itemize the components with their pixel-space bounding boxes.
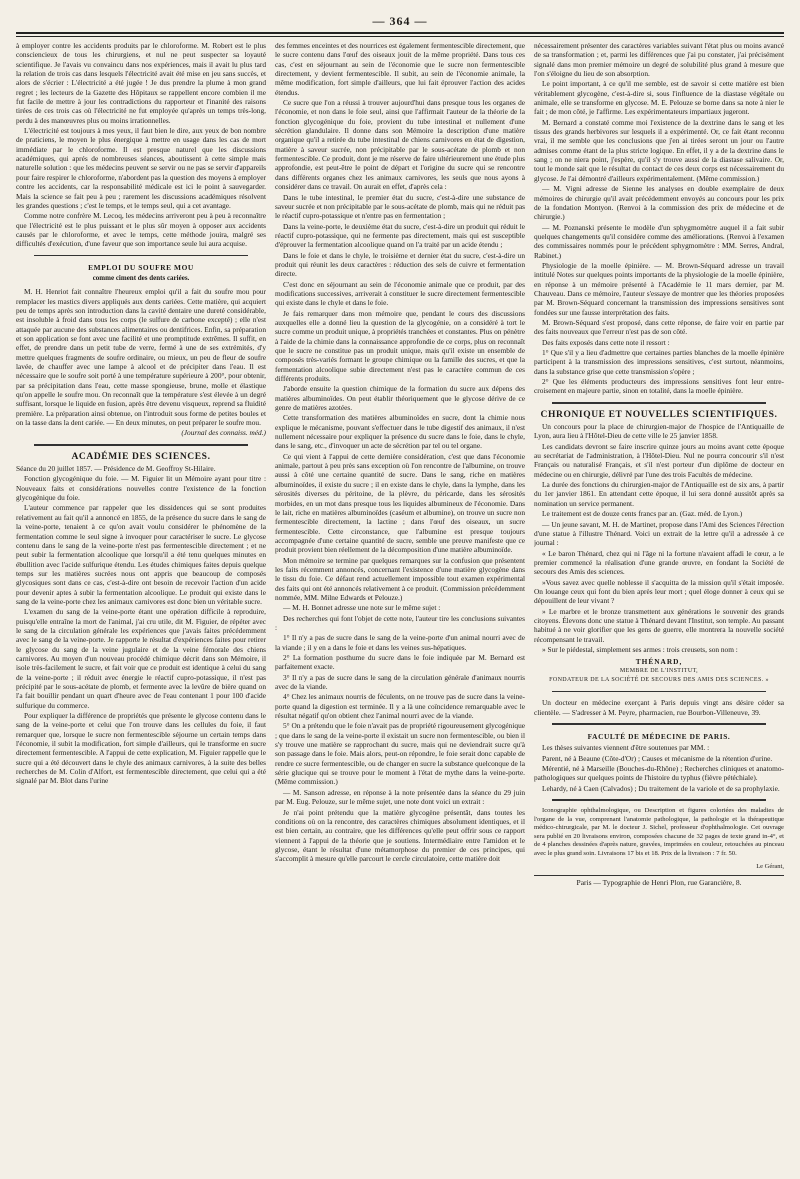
section-divider bbox=[552, 799, 766, 803]
paragraph: « Le baron Thénard, chez qui ni l'âge ni la fortune n'avaient affadi le cœur, a le premier commencé la réalisation d'une grande œuvre, en fondant la Société de secours des Amis des sciences. bbox=[534, 548, 784, 577]
paragraph: Dans le foie et dans le chyle, le troisième et dernier état du sucre, c'est-à-dire un produit qui réunit les deux caractères : réduction des sels de cuivre et fermentation directe. bbox=[275, 250, 525, 279]
paragraph: M. Bernard a constaté comme moi l'existence de la dextrine dans le sang et les tissus des grands herbivores sur lesquels il a expérimenté. Or, ce fait étant reconnu vrai, il me semble que les conclusions que j'en ai tirées seront un jour ou l'autre admises comme étant de la plus stricte logique. En effet, il y a de la dextrine dans le sang ; on ne niera point, j'espère, qu'il s'y trouve aussi de la diastase salivaire. Or, tout le monde sait que le résultat du contact de ces deux corps est nécessairement du glycose. Je l'ai démontré d'ailleurs expérimentalement. (Même commission.) bbox=[534, 117, 784, 183]
paragraph: Ce sucre que l'on a réussi à trouver aujourd'hui dans presque tous les organes de l'économie, et non dans le foie seul, ainsi que l'affirmait l'auteur de la théorie de la fonction glycogénique du foie, provient du tube intestinal et nullement d'une sécrétion glandulaire. Il donne dans son Mémoire la description d'une matière organique qu'il a retirée du tube intestinal de chiens carnivores en état de digestion, matière à saveur sucrée, non précipitable par le sous-acétate de plomb et non fermentescible. Ce produit, dont je me réserve de faire ultérieurement une étude plus approfondie, est peut-être le point de départ et l'origine du sucre qui se rencontre dans différents organes chez les animaux carnivores, les seuls que nous ayons à considérer dans ce travail. On aurait en effet, d'après cela : bbox=[275, 98, 525, 192]
paragraph: Des faits exposés dans cette note il ressort : bbox=[542, 337, 670, 347]
paragraph: Dans le tube intestinal, le premier état du sucre, c'est-à-dire une substance de saveur sucrée et non précipitable par le sous-acétate de plomb, mais qui ne réduit pas le réactif cupro-potassique et n'entre pas en fermentation ; bbox=[275, 192, 525, 221]
section-title-chronique: CHRONIQUE ET NOUVELLES SCIENTIFIQUES. bbox=[540, 409, 778, 420]
paragraph: L'examen du sang de la veine-porte étant une opération difficile à reproduire, puisqu'elle entraîne la mort de l'animal, j'ai cru utile, dit M. Figuier, de répéter avec le sang de la circulation générale les expériences que j'avais faites précédemment avec le sang de la veine-porte. Je rapporte le résultat d'expériences faites pour retirer le glycose du sang de la veine jugulaire et de la veine fémorale des chiens carnivores. Au moyen d'un nouveau procédé chimique décrit dans son Mémoire, il isole très-facilement le sucre, et fait voir que ce produit est identique à celui du sang de la veine-porte ; il réduit avec énergie le réactif cupro-potassique, il n'est pas précipité par le sous-acétate de plomb, et fermente avec la levûre de bière quand on l'a fait bouillir pendant un quart d'heure avec de l'eau contenant 1 pour 100 d'acide sulfurique du commerce. bbox=[16, 607, 266, 710]
paragraph: » Sur le piédestal, simplement ses armes : trois creusets, son nom : bbox=[542, 644, 738, 654]
paragraph: — M. Vigni adresse de Sienne les analyses en double exemplaire de deux mémoires de chirurgie qu'il avait précédemment envoyés au concours pour les prix de la fondation Montyon. (Renvoi à la commission des prix de médecine et de chirurgie.) bbox=[534, 184, 784, 222]
paragraph: Les candidats devront se faire inscrire quinze jours au moins avant cette époque au secrétariat de l'administration, à l'Hôtel-Dieu. Nul ne pourra concourir s'il n'est Français ou naturalisé Français, et s'il n'est porteur d'un diplôme de docteur en médecine ou en chirurgie, délivré par l'une des trois Facultés de médecine. bbox=[534, 441, 784, 479]
section-subtitle-soufre: comme ciment des dents cariées. bbox=[92, 273, 190, 282]
paragraph: Les thèses suivantes viennent d'être soutenues par MM. : bbox=[542, 743, 710, 753]
paragraph: — M. H. Bonnet adresse une note sur le même sujet : bbox=[283, 603, 441, 613]
paragraph: — Un jeune savant, M. H. de Martinet, propose dans l'Ami des Sciences l'érection d'une statue à l'illustre Thénard. Voici un extrait de la lettre qu'il a adressée à ce journal : bbox=[534, 519, 784, 548]
paragraph: Cette transformation des matières albuminoïdes en sucre, dont la chimie nous explique le mécanisme, pouvant s'effectuer dans le tube digestif des animaux, il n'est nullement nécessaire pour expliquer la présence du sucre dans le foie, dans le chyle, dans le sang, etc., d'invoquer un acte de sécrétion par tel ou tel organe. bbox=[275, 413, 525, 451]
paragraph: 2° Que les éléments producteurs des impressions sensitives font leur entre-croisement en majeure partie, sinon en totalité, dans la moelle épinière. bbox=[534, 377, 784, 396]
seance-line: Séance du 20 juillet 1857. — Présidence de M. Geoffroy St-Hilaire. bbox=[16, 464, 216, 474]
imprint-line: Paris — Typographie de Henri Plon, rue Garancière, 8. bbox=[576, 878, 742, 887]
paragraph: Mon mémoire se termine par quelques remarques sur la confusion que présentent les faits récemment annoncés, concernant l'existence d'une matière glycogène dans le tissu du foie. Ce défaut rend actuellement impossible tout examen expérimental des faits qui ont été annoncés relativement à ce produit. (Commission précédemment nommée, MM. Milne Edwards et Pelouze.) bbox=[275, 555, 525, 602]
paragraph: 5° On a prétendu que le foie n'avait pas de propriété rigoureusement glycogénique ; que dans le sang de la veine-porte il existait un sucre non fermentescible, ou bien il s'y trouve une matière se rapprochant du sucre, mais qui ne deviendrait sucre qu'à son passage dans le foie. Mais alors, peut-on répondre, le foie serait donc capable de rendre ce sucre fermentescible, ou de changer en sucre la substance quelconque de la série glucique qui se trouve pour le moment à l'état de mythe dans la veine-porte. (Même commission.) bbox=[275, 721, 525, 787]
paragraph: »Vous savez avec quelle noblesse il s'acquitta de la mission qu'il s'était imposée. On louange ceux qui font du bien après leur mort ; quel éloge donner à ceux qui se dépouillent de leur vivant ? bbox=[534, 577, 784, 606]
thenard-title-1: MEMBRE DE L'INSTITUT, bbox=[619, 667, 699, 674]
column-2 bbox=[275, 41, 525, 1161]
paragraph: Un concours pour la place de chirurgien-major de l'hospice de l'Antiquaille de Lyon, aura lieu à l'Hôtel-Dieu de cette ville le 25 janvier 1858. bbox=[534, 422, 784, 441]
section-title-soufre: EMPLOI DU SOUFRE MOU bbox=[88, 262, 194, 272]
paragraph: nécessairement présenter des caractères variables suivant l'état plus ou moins avancé de sa transformation ; et, parmi les différences que j'ai pu constater, j'ai précisément signalé dans mon premier mémoire un degré de solubilité plus grand à mesure que l'on s'éloigne du lieu de son absorption. bbox=[534, 41, 784, 79]
paragraph: Fonction glycogénique du foie. — M. Figuier lit un Mémoire ayant pour titre : Nouveaux faits et considérations nouvelles contre l'existence de la fonction glycogénique du foie. bbox=[16, 474, 266, 503]
paragraph: » Le marbre et le bronze transmettent aux générations le souvenir des grands citoyens. Élevons donc une statue à Thénard devant l'Institut, son temple. Au passant habitué à ne voir glorifier que les gens de guerre, elle montrera la nouvelle société récompensant le travail. bbox=[534, 606, 784, 644]
paragraph: M. H. Henriot fait connaître l'heureux emploi qu'il a fait du soufre mou pour remplacer les mastics divers appliqués aux dents cariées. Cette matière, qui acquiert peu de temps après son introduction dans la cavité dentaire une dureté considérable, est insoluble à froid dans tous les corps (le sulfure de carbone excepté) ; elle n'est attaquée par aucune des substances alimentaires ou dentifrices. Enfin, sa préparation et son application se font avec une facilité et une promptitude extrêmes. Il suffit, en effet, de prendre dans un petit tube de verre, fermé à une de ses extrémités, d'y mettre quelques fragments de soufre ordinaire, ou mieux, un peu de fleur de soufre lavée, de chauffer avec une lampe à alcool et de précipiter dans l'eau. Il est nécessaire que le soufre soit porté à une température supérieure à 200°, pour obtenir, par sa précipitation dans l'eau, cette masse spongieuse, brune, molle et élastique qu'on appelle le soufre mou. On reconnaît que la température s'est élevée à un degré suffisant, lorsque le liquide en fusion, après être devenu visqueux, reprend sa fluidité première. La préparation ainsi obtenue, on l'introduit sous forme de petites boules et on la tasse dans la dent cariée. — En deux minutes, on peut préparer le soufre mou. bbox=[16, 287, 266, 428]
paragraph: Ce qui vient à l'appui de cette dernière considération, c'est que dans l'économie animale, partout à peu près sans exception où l'on rencontre de l'albumine, on trouve aussi à côté une certaine quantité de sucre. Dans le sang, riche en matières albuminoïdes, il existe du sucre ; il en existe dans le chyle, dans la lymphe, dans les sérosités diverses du péritoine, de la plèvre, du péricarde, dans les sérosités morbides, en un mot dans presque tous les liquides albumineux de l'économie. Dans le lait, riche en matières albuminoïdes (caséum et albumine), on trouve un sucre non fermentescible directement, la lactine ; dans l'œuf des oiseaux, un sucre fermentescible. Cette circonstance, que l'albumine est presque toujours accompagnée d'une certaine quantité de sucre, semble une preuve manifeste que ce produit provient bien réellement de la décomposition d'une matière albuminoïde. bbox=[275, 451, 525, 555]
paragraph: Comme notre confrère M. Lecoq, les médecins arriveront peu à peu à reconnaître que l'électricité est le plus puissant et le plus sûr moyen à opposer aux accidents causés par le chloroforme, et avec le temps, cette méthode jouira, malgré ses difficultés d'exécution, d'une faveur que son importance seule lui aura acquise. bbox=[16, 211, 266, 249]
section-divider bbox=[552, 723, 766, 727]
columns bbox=[16, 41, 784, 1161]
paragraph: à employer contre les accidents produits par le chloroforme. M. Robert est le plus consciencieux de tous les chirurgiens, et nul ne peut suspecter sa loyauté scientifique. Je l'avais vu convaincu dans nos expériences, mais il avait lu plus tard la relation de trois cas dans lesquels l'électricité avait été mise en jeu sans succès, et alors de s'écrier : L'électricité a été jugée ! Je dus prendre la plume à mon grand regret ; les lecteurs de la Gazette des Hôpitaux se rappellent encore combien il me fut facile de mettre à jour les contradictions du rapporteur et l'inanité des raisons tirées de ces trois cas où l'électricité ne fut employée qu'après un temps très-long, perdu à des manœuvres plus ou moins irrationnelles. bbox=[16, 41, 266, 125]
page-number: — 364 — bbox=[372, 14, 428, 28]
paragraph: Parent, né à Beaune (Côte-d'Or) ; Causes et mécanisme de la rétention d'urine. bbox=[542, 753, 773, 763]
footer-rule bbox=[534, 875, 784, 876]
paragraph: Un docteur en médecine exerçant à Paris depuis vingt ans désire céder sa clientèle. — S'adresser à M. Peyre, pharmacien, rue Bourbon-Villeneuve, 39. bbox=[534, 698, 784, 717]
paragraph: Le traitement est de douze cents francs par an. (Gaz. méd. de Lyon.) bbox=[542, 509, 743, 519]
section-title-faculte: FACULTÉ DE MÉDECINE DE PARIS. bbox=[587, 732, 731, 742]
paragraph: C'est donc en séjournant au sein de l'économie animale que ce produit, par des modifications successives, arriverait à constituer le sucre directement fermentescible qui existe dans le chyle et dans le foie. bbox=[275, 279, 525, 308]
paragraph: 2° La formation posthume du sucre dans le foie indiquée par M. Bernard est parfaitement exacte. bbox=[275, 653, 525, 672]
paragraph: La durée des fonctions du chirurgien-major de l'Antiquaille est de six ans, à partir du 1er janvier 1861. En attendant cette époque, il lui sera donné aussitôt après sa nomination un service permanent. bbox=[534, 480, 784, 508]
paragraph: L'auteur commence par rappeler que les dissidences qui se sont produites relativement au fait qu'il a annoncé en 1855, de la présence du sucre dans le sang de la veine-porte, tenaient à ce qu'on avait voulu considérer le phénomène de la fermentation comme le seul signe à invoquer pour caractériser le sucre. Le glycose contenu dans le sang de la veine-porte n'est pas fermentescible directement ; et ne peut subir la fermentation alcoolique que lorsqu'il a été tenu quelques minutes en ébullition avec l'acide sulfurique étendu. Les études chimiques faites depuis quelque temps sur les matières sucrées nous ont appris que beaucoup de composés glycosiques sont dans ce cas, c'est-à-dire ont besoin de recevoir l'action d'un acide pour devenir aptes à subir la fermentation alcoolique. Le produit qui existe dans le sang de la veine-porte chez les animaux carnivores est donc bien un véritable sucre. bbox=[16, 503, 266, 606]
thenard-title-2: FONDATEUR DE LA SOCIÉTÉ DE SECOURS DES AMIS DES SCIENCES. » bbox=[549, 677, 769, 683]
gerant-label: Le Gérant, bbox=[756, 862, 784, 870]
paragraph: Lehardy, né à Caen (Calvados) ; Du traitement de la variole et de sa prophylaxie. bbox=[542, 783, 780, 793]
paragraph: 1° Il n'y a pas de sucre dans le sang de la veine-porte d'un animal nourri avec de la viande ; il y en a dans le foie et dans les veines sus-hépatiques. bbox=[275, 633, 525, 652]
paragraph: L'électricité est toujours à mes yeux, il faut bien le dire, aux yeux de bon nombre de praticiens, le moyen le plus énergique à mettre en usage dans les cas de mort immédiate par le chloroforme. Il est presque naturel que les discussions académiques, qui aprés de nombreuses séances, aboutissent à cette simple mais naturelle solution : que les médecins peuvent se servir ou ne pas se servir d'appareils pour faire respirer le chloroforme, n'abordent pas la question des moyens à employer contre les accidents, car la responsabilité médicale est ici le point à sauvegarder. Mais la science se fait peu à peu ; rarement les discussions académiques résolvent les grandes questions ; c'est le temps, et le temps seul, qui a cet avantage. bbox=[16, 126, 266, 210]
section-divider bbox=[552, 691, 766, 694]
paragraph: 4° Chez les animaux nourris de féculents, on ne trouve pas de sucre dans la veine-porte quand la digestion est terminée. Il y a là une coïncidence remarquable avec le résultat négatif qu'on obtient chez l'animal nourri avec de la viande. bbox=[275, 692, 525, 721]
paragraph: — M. Sanson adresse, en réponse à la note présentée dans la séance du 29 juin par M. Eug. Pelouze, sur le même sujet, une note dont voici un extrait : bbox=[275, 787, 525, 807]
column-3 bbox=[534, 41, 784, 1161]
paragraph: 3° Il n'y a pas de sucre dans le sang de la circulation générale d'animaux nourris avec de la viande. bbox=[275, 672, 525, 692]
column-1 bbox=[16, 41, 266, 1161]
section-divider bbox=[552, 402, 766, 406]
section-divider bbox=[34, 444, 248, 448]
iconographie-notice: Iconographie ophthalmologique, ou Description et figures coloriées des maladies de l'organe de la vue, comprenant l'anatomie pathologique, la pathologie et la thérapeutique médico-chirurgicale, par M. le docteur J. Sichel, professeur d'ophthalmologie. Cet ouvrage sera publié en 20 livraisons environ, composées chacune de 32 pages de texte grand in-4°, et de 4 planches dessinées d'après nature, gravées, imprimées en couleur, retouchées au pinceau avec le plus grand soin. Livraisons 17 bis et 18. Prix de la livraison : 7 fr. 50. bbox=[534, 807, 784, 858]
paragraph: Dans la veine-porte, le deuxième état du sucre, c'est-à-dire un produit qui réduit le réactif cupro-potassique, qui ne fermente pas directement, mais qui est susceptible d'éprouver la fermentation alcoolique quand on l'a traité par un acide étendu ; bbox=[275, 221, 525, 250]
section-divider bbox=[34, 255, 248, 258]
section-title-academie: ACADÉMIE DES SCIENCES. bbox=[71, 451, 211, 462]
paragraph: des femmes enceintes et des nourrices est également fermentescible directement, que le sucre contenu dans l'œuf des oiseaux jouit de la même propriété. Dans tous ces cas, c'est en séjournant au sein de l'économie que le sucre non fermentescible directement, y devient fermentescible. Il subit, au sein de l'économie animale, la même modification, fort simple d'ailleurs, que lui fait éprouver l'action des acides étendus. bbox=[275, 41, 525, 97]
paragraph: Physiologie de la moelle épinière. — M. Brown-Séquard adresse un travail intitulé Notes sur quelques points importants de la physiologie de la moelle épinière, en réponse à un mémoire présenté à l'Académie le 11 mars dernier, par M. Chauveau. Dans ce mémoire, l'auteur s'essaye de montrer que les théories proposées par M. Brown-Séquard concernant la transmission des impressions sensitives sont fondées sur une fausse interprétation des faits. bbox=[534, 260, 784, 317]
header-rule bbox=[16, 32, 784, 37]
paragraph: M. Brown-Séquard s'est proposé, dans cette réponse, de faire voir en partie par des faits nouveaux que l'erreur n'est pas de son côté. bbox=[534, 317, 784, 337]
paragraph: — M. Poznanski présente le modèle d'un sphygmomètre auquel il a fait subir quelques changements qu'il considère comme des améliorations. (Renvoi à l'examen des commissaires nommés pour le précédent sphygmomètre : MM. Serres, Andral, Rabinet.) bbox=[534, 222, 784, 260]
source-citation: (Journal des connaiss. méd.) bbox=[181, 428, 266, 438]
paragraph: Des recherches qui font l'objet de cette note, l'auteur tire les conclusions suivantes : bbox=[275, 613, 525, 632]
paragraph: Je fais remarquer dans mon mémoire que, pendant le cours des discussions auxquelles elle a donné lieu la question de la glycogénie, on a considéré à tort le sucre comme un produit unique, à propriétés tranchées et constantes. Plus on pénètre à l'aide de la chimie dans la connaissance approfondie de ce corps, plus on reconnaît que le sucre ne constitue pas un produit unique, mais qu'il existe un ensemble de composés très-variés formant le groupe chimique ou la famille des sucres, et que la fermentation alcoolique subie directement n'est pas le caractère commun de ces différents produits. bbox=[275, 308, 525, 384]
paragraph: Je n'ai point prétendu que la matière glycogène présentât, dans toutes les conditions où on la rencontre, des caractères chimiques absolument identiques, et il est bien certain, au contraire, que les différences qu'elle peut offrir sous ce rapport viennent à l'appui de la théorie que je soutiens. Intermédiaire entre l'amidon et le glycose, étant le résultat d'une métamorphose du premier de ces principes, qui s'accomplit à mesure qu'elle parcourt le cercle circulatoire, cette matière doit bbox=[275, 807, 525, 864]
paragraph: J'aborde ensuite la question chimique de la formation du sucre aux dépens des matières albuminoïdes. On peut établir théoriquement que le glycose dérive de ce genre de matières azotées. bbox=[275, 384, 525, 413]
thenard-name: THÉNARD, bbox=[635, 657, 683, 667]
paragraph: Mérentié, né à Marseille (Bouches-du-Rhône) ; Recherches cliniques et anatomo-pathologiques sur quelques points de l'histoire du typhus (fièvre pétéchiale). bbox=[534, 764, 784, 783]
paragraph: Pour expliquer la différence de propriétés que présente le glycose contenu dans le sang de la veine-porte et celui que l'on trouve dans les cellules du foie, il faut remarquer que, lorsque le sucre non fermentescible séjourne un certain temps dans l'économie, il subit la modification, fort simple d'ailleurs, qui le transforme en sucre directement fermentescible. A l'appui de cette explication, M. Figuier rappelle que le sucre qui a été découvert dans le chyle des animaux carnivores, à la suite des belles recherches de M. Colin d'Alfort, est fermentescible directement, que celui qui a été signalé par M. Blot dans l'urine bbox=[16, 711, 266, 786]
paragraph: Le point important, à ce qu'il me semble, est de savoir si cette matière est bien véritablement glycogène, c'est-à-dire si, sous l'influence de la diastase végétale ou animale, elle se transforme en glycose. M. E. Pelouze se borne dans sa note à nier le fait ; de mon côté, je l'affirme. Les expérimentateurs impartiaux jugeront. bbox=[534, 79, 784, 117]
paragraph: 1° Que s'il y a lieu d'admettre que certaines parties blanches de la moelle épinière participent à la transmission des impressions sensitives, c'est surtout, néanmoins, dans la substance grise que cette transmission s'opère ; bbox=[534, 348, 784, 376]
